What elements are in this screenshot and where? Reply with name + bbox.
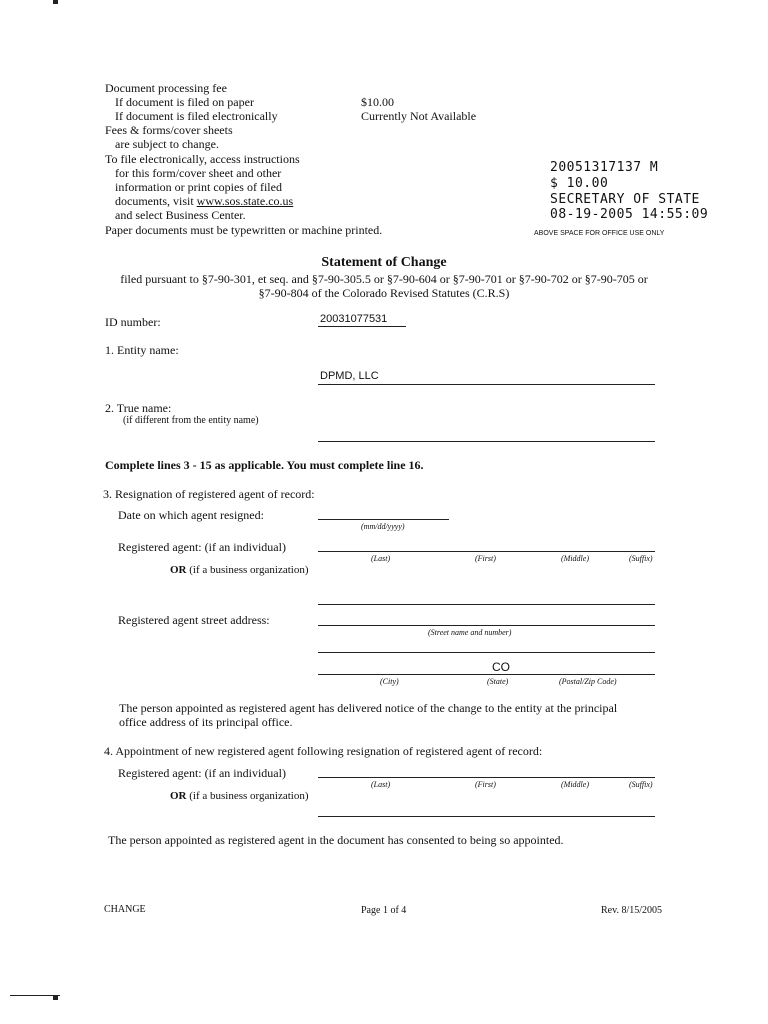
- scan-mark-top: [53, 0, 58, 4]
- form-title: Statement of Change: [321, 255, 447, 270]
- notice-line1: The person appointed as registered agent has delivered notice of the change to the entity at the principal: [119, 701, 618, 715]
- s4-cap-suffix: (Suffix): [629, 780, 653, 789]
- resign-date-label: Date on which agent resigned:: [118, 508, 264, 522]
- true-name-label: 2. True name:: [105, 401, 172, 415]
- fee-change-line2: are subject to change.: [115, 137, 219, 151]
- efile-line3: information or print copies of filed: [115, 180, 282, 194]
- street-address-line2[interactable]: [318, 652, 655, 653]
- fee-paper-amount: $10.00: [361, 95, 394, 109]
- s3-cap-first: (First): [475, 554, 496, 563]
- stamp-document-number: 20051317137 M: [550, 160, 659, 175]
- cap-state: (State): [487, 677, 509, 686]
- s4-agent-name-line[interactable]: [318, 777, 655, 778]
- id-number-value[interactable]: 20031077531: [320, 313, 388, 325]
- fee-heading: Document processing fee: [105, 81, 227, 95]
- street-address-line[interactable]: [318, 625, 655, 626]
- instructions: Complete lines 3 - 15 as applicable. You must complete line 16.: [105, 458, 424, 472]
- s3-agent-label: Registered agent: (if an individual): [118, 540, 286, 554]
- true-name-underline: [318, 441, 655, 442]
- s3-agent-name-line[interactable]: [318, 551, 655, 552]
- stamp-fee: $ 10.00: [550, 176, 609, 191]
- id-number-label: ID number:: [105, 315, 161, 329]
- resign-date-caption: (mm/dd/yyyy): [361, 522, 405, 531]
- true-name-sublabel: (if different from the entity name): [123, 415, 259, 426]
- entity-name-value[interactable]: DPMD, LLC: [320, 370, 379, 382]
- fee-electronic-label: If document is filed electronically: [115, 109, 278, 123]
- s4-cap-middle: (Middle): [561, 780, 589, 789]
- footer-revision: Rev. 8/15/2005: [601, 905, 663, 916]
- state-value[interactable]: CO: [492, 660, 510, 674]
- city-state-zip-line[interactable]: [318, 674, 655, 675]
- fee-electronic-status: Currently Not Available: [361, 109, 477, 123]
- cap-city: (City): [380, 677, 399, 686]
- statute-line1: filed pursuant to §7-90-301, et seq. and §7-90-305.5 or §7-90-604 or §7-90-701 or §7-90-702 or §7-90-705 or: [120, 272, 648, 286]
- section4-heading: 4. Appointment of new registered agent following resignation of registered agent of record:: [104, 744, 543, 758]
- office-use-caption: ABOVE SPACE FOR OFFICE USE ONLY: [534, 230, 665, 237]
- fee-paper-label: If document is filed on paper: [115, 95, 254, 109]
- scan-mark-bottom-dot: [53, 996, 58, 1000]
- s4-org-or: OR: [170, 790, 187, 802]
- street-address-label: Registered agent street address:: [118, 613, 270, 627]
- s3-org-or: OR: [170, 564, 187, 576]
- s4-cap-first: (First): [475, 780, 496, 789]
- section3-heading: 3. Resignation of registered agent of record:: [103, 487, 315, 501]
- consent-statement: The person appointed as registered agent in the document has consented to being so appointed.: [108, 833, 564, 847]
- s4-org-label: [170, 790, 309, 803]
- s4-org-rest: (if a business organization): [186, 790, 309, 802]
- s3-cap-last: (Last): [371, 554, 391, 563]
- footer-form-name: CHANGE: [104, 904, 146, 915]
- id-number-underline: [318, 326, 406, 327]
- entity-name-underline: [318, 384, 655, 385]
- s3-org-rest: (if a business organization): [186, 564, 309, 576]
- paper-note: Paper documents must be typewritten or machine printed.: [105, 223, 383, 237]
- street-caption: (Street name and number): [428, 628, 512, 637]
- efile-line4-prefix: documents, visit: [115, 194, 197, 208]
- s3-cap-suffix: (Suffix): [629, 554, 653, 563]
- s3-org-label: [170, 564, 309, 577]
- cap-zip: (Postal/Zip Code): [559, 677, 617, 686]
- sos-website-link[interactable]: www.sos.state.co.us: [196, 194, 294, 208]
- s3-org-line[interactable]: [318, 604, 655, 605]
- fee-change-line1: Fees & forms/cover sheets: [105, 123, 233, 137]
- entity-name-label: 1. Entity name:: [105, 343, 179, 357]
- notice-line2: office address of its principal office.: [119, 715, 293, 729]
- efile-line5: and select Business Center.: [115, 208, 246, 222]
- efile-line1: To file electronically, access instructions: [105, 152, 300, 166]
- efile-line4: [115, 194, 293, 208]
- stamp-datetime: 08-19-2005 14:55:09: [550, 207, 709, 222]
- efile-line2: for this form/cover sheet and other: [115, 166, 282, 180]
- statute-line2: §7-90-804 of the Colorado Revised Statutes (C.R.S): [258, 286, 510, 300]
- stamp-office: SECRETARY OF STATE: [550, 192, 700, 207]
- resign-date-line[interactable]: [318, 519, 449, 520]
- s4-org-line[interactable]: [318, 816, 655, 817]
- s4-agent-label: Registered agent: (if an individual): [118, 766, 286, 780]
- s3-cap-middle: (Middle): [561, 554, 589, 563]
- s4-cap-last: (Last): [371, 780, 391, 789]
- footer-page-number: Page 1 of 4: [361, 905, 407, 916]
